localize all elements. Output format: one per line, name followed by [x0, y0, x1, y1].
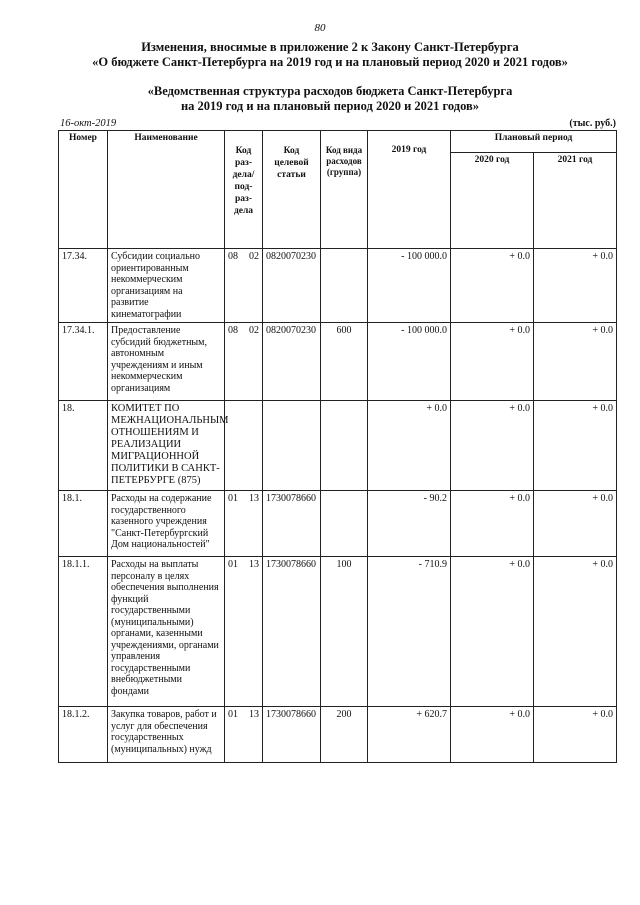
units-label: (тыс. руб.): [569, 118, 616, 129]
header-razdel: Код раз-дела/ под-раз-дела: [225, 131, 263, 249]
row-target: 1730078660: [263, 707, 321, 763]
table-row: [59, 323, 617, 401]
row-name: Расходы на выплаты персоналу в целях обеспечения выполнения функций государственными (муниципальными) органами, казенными учреждениями, органами управления государственными внебюджетными фондами: [108, 557, 225, 707]
row-2021: + 0.0: [534, 491, 617, 557]
row-2020: + 0.0: [451, 557, 534, 707]
header-target: Код целевой статьи: [263, 131, 321, 249]
row-2019: + 0.0: [368, 401, 451, 491]
budget-table: [58, 130, 617, 763]
header-planned-period: Плановый период: [451, 131, 617, 153]
razdel-code: 08: [228, 251, 238, 262]
row-2019: - 710.9: [368, 557, 451, 707]
subtitle-line-2: на 2019 год и на плановый период 2020 и 2021 годов»: [180, 99, 480, 113]
table-row: [59, 557, 617, 707]
podrazdel-code: 02: [249, 251, 259, 262]
row-number: 18.1.2.: [59, 707, 108, 763]
row-2019: - 100 000.0: [368, 249, 451, 323]
row-name: КОМИТЕТ ПО МЕЖНАЦИОНАЛЬНЫМ ОТНОШЕНИЯМ И РЕАЛИЗАЦИИ МИГРАЦИОННОЙ ПОЛИТИКИ В САНКТ-ПЕТЕРБУРГЕ (875): [108, 401, 225, 491]
row-target: 0820070230: [263, 249, 321, 323]
row-2019: - 100 000.0: [368, 323, 451, 401]
document-date: 16-окт-2019: [60, 118, 117, 129]
title-line-1: Изменения, вносимые в приложение 2 к Закону Санкт-Петербурга: [141, 40, 519, 54]
subtitle-line-1: «Ведомственная структура расходов бюджета Санкт-Петербурга: [147, 84, 513, 98]
row-2020: + 0.0: [451, 707, 534, 763]
row-2021: + 0.0: [534, 323, 617, 401]
podrazdel-code: 13: [249, 493, 259, 504]
row-name: Закупка товаров, работ и услуг для обеспечения государственных (муниципальных) нужд: [108, 707, 225, 763]
header-vid: Код вида расходов (группа): [321, 131, 368, 249]
row-vid: [321, 249, 368, 323]
row-target: 0820070230: [263, 323, 321, 401]
row-razdel: [225, 323, 263, 401]
row-2020: + 0.0: [451, 249, 534, 323]
row-vid: [321, 491, 368, 557]
table-row: [59, 249, 617, 323]
header-2021: 2021 год: [534, 153, 617, 249]
title-line-2: «О бюджете Санкт-Петербурга на 2019 год и на плановый период 2020 и 2021 годов»: [92, 55, 568, 69]
row-2019: - 90.2: [368, 491, 451, 557]
row-number: 17.34.: [59, 249, 108, 323]
row-number: 18.: [59, 401, 108, 491]
header-2019: 2019 год: [368, 131, 451, 249]
row-razdel: [225, 557, 263, 707]
row-target: [263, 401, 321, 491]
row-number: 17.34.1.: [59, 323, 108, 401]
podrazdel-code: 13: [249, 709, 259, 720]
header-2020: 2020 год: [451, 153, 534, 249]
row-2020: + 0.0: [451, 491, 534, 557]
razdel-code: 01: [228, 493, 238, 504]
razdel-code: 08: [228, 325, 238, 336]
row-2020: + 0.0: [451, 401, 534, 491]
row-razdel: [225, 707, 263, 763]
row-razdel: [225, 401, 263, 491]
row-name: Предоставление субсидий бюджетным, автономным учреждениям и иным некоммерческим организациям: [108, 323, 225, 401]
row-razdel: [225, 249, 263, 323]
header-number: Номер: [59, 131, 108, 249]
row-razdel: [225, 491, 263, 557]
document-title: [40, 40, 620, 70]
document-subtitle: [40, 84, 620, 114]
row-target: 1730078660: [263, 491, 321, 557]
razdel-code: 01: [228, 559, 238, 570]
row-name: Субсидии социально ориентированным некоммерческим организациям на развитие кинематографии: [108, 249, 225, 323]
row-2021: + 0.0: [534, 401, 617, 491]
header-name: Наименование: [108, 131, 225, 249]
razdel-code: 01: [228, 709, 238, 720]
row-2020: + 0.0: [451, 323, 534, 401]
row-vid: 600: [321, 323, 368, 401]
row-2019: + 620.7: [368, 707, 451, 763]
row-target: 1730078660: [263, 557, 321, 707]
podrazdel-code: 02: [249, 325, 259, 336]
row-name: Расходы на содержание государственного казенного учреждения "Санкт-Петербургский Дом национальностей": [108, 491, 225, 557]
row-2021: + 0.0: [534, 557, 617, 707]
row-2021: + 0.0: [534, 249, 617, 323]
row-vid: [321, 401, 368, 491]
row-vid: 100: [321, 557, 368, 707]
table-row: [59, 707, 617, 763]
row-number: 18.1.: [59, 491, 108, 557]
row-number: 18.1.1.: [59, 557, 108, 707]
podrazdel-code: 13: [249, 559, 259, 570]
row-2021: + 0.0: [534, 707, 617, 763]
table-row: [59, 401, 617, 491]
page-number: 80: [314, 22, 326, 34]
row-vid: 200: [321, 707, 368, 763]
table-row: [59, 491, 617, 557]
